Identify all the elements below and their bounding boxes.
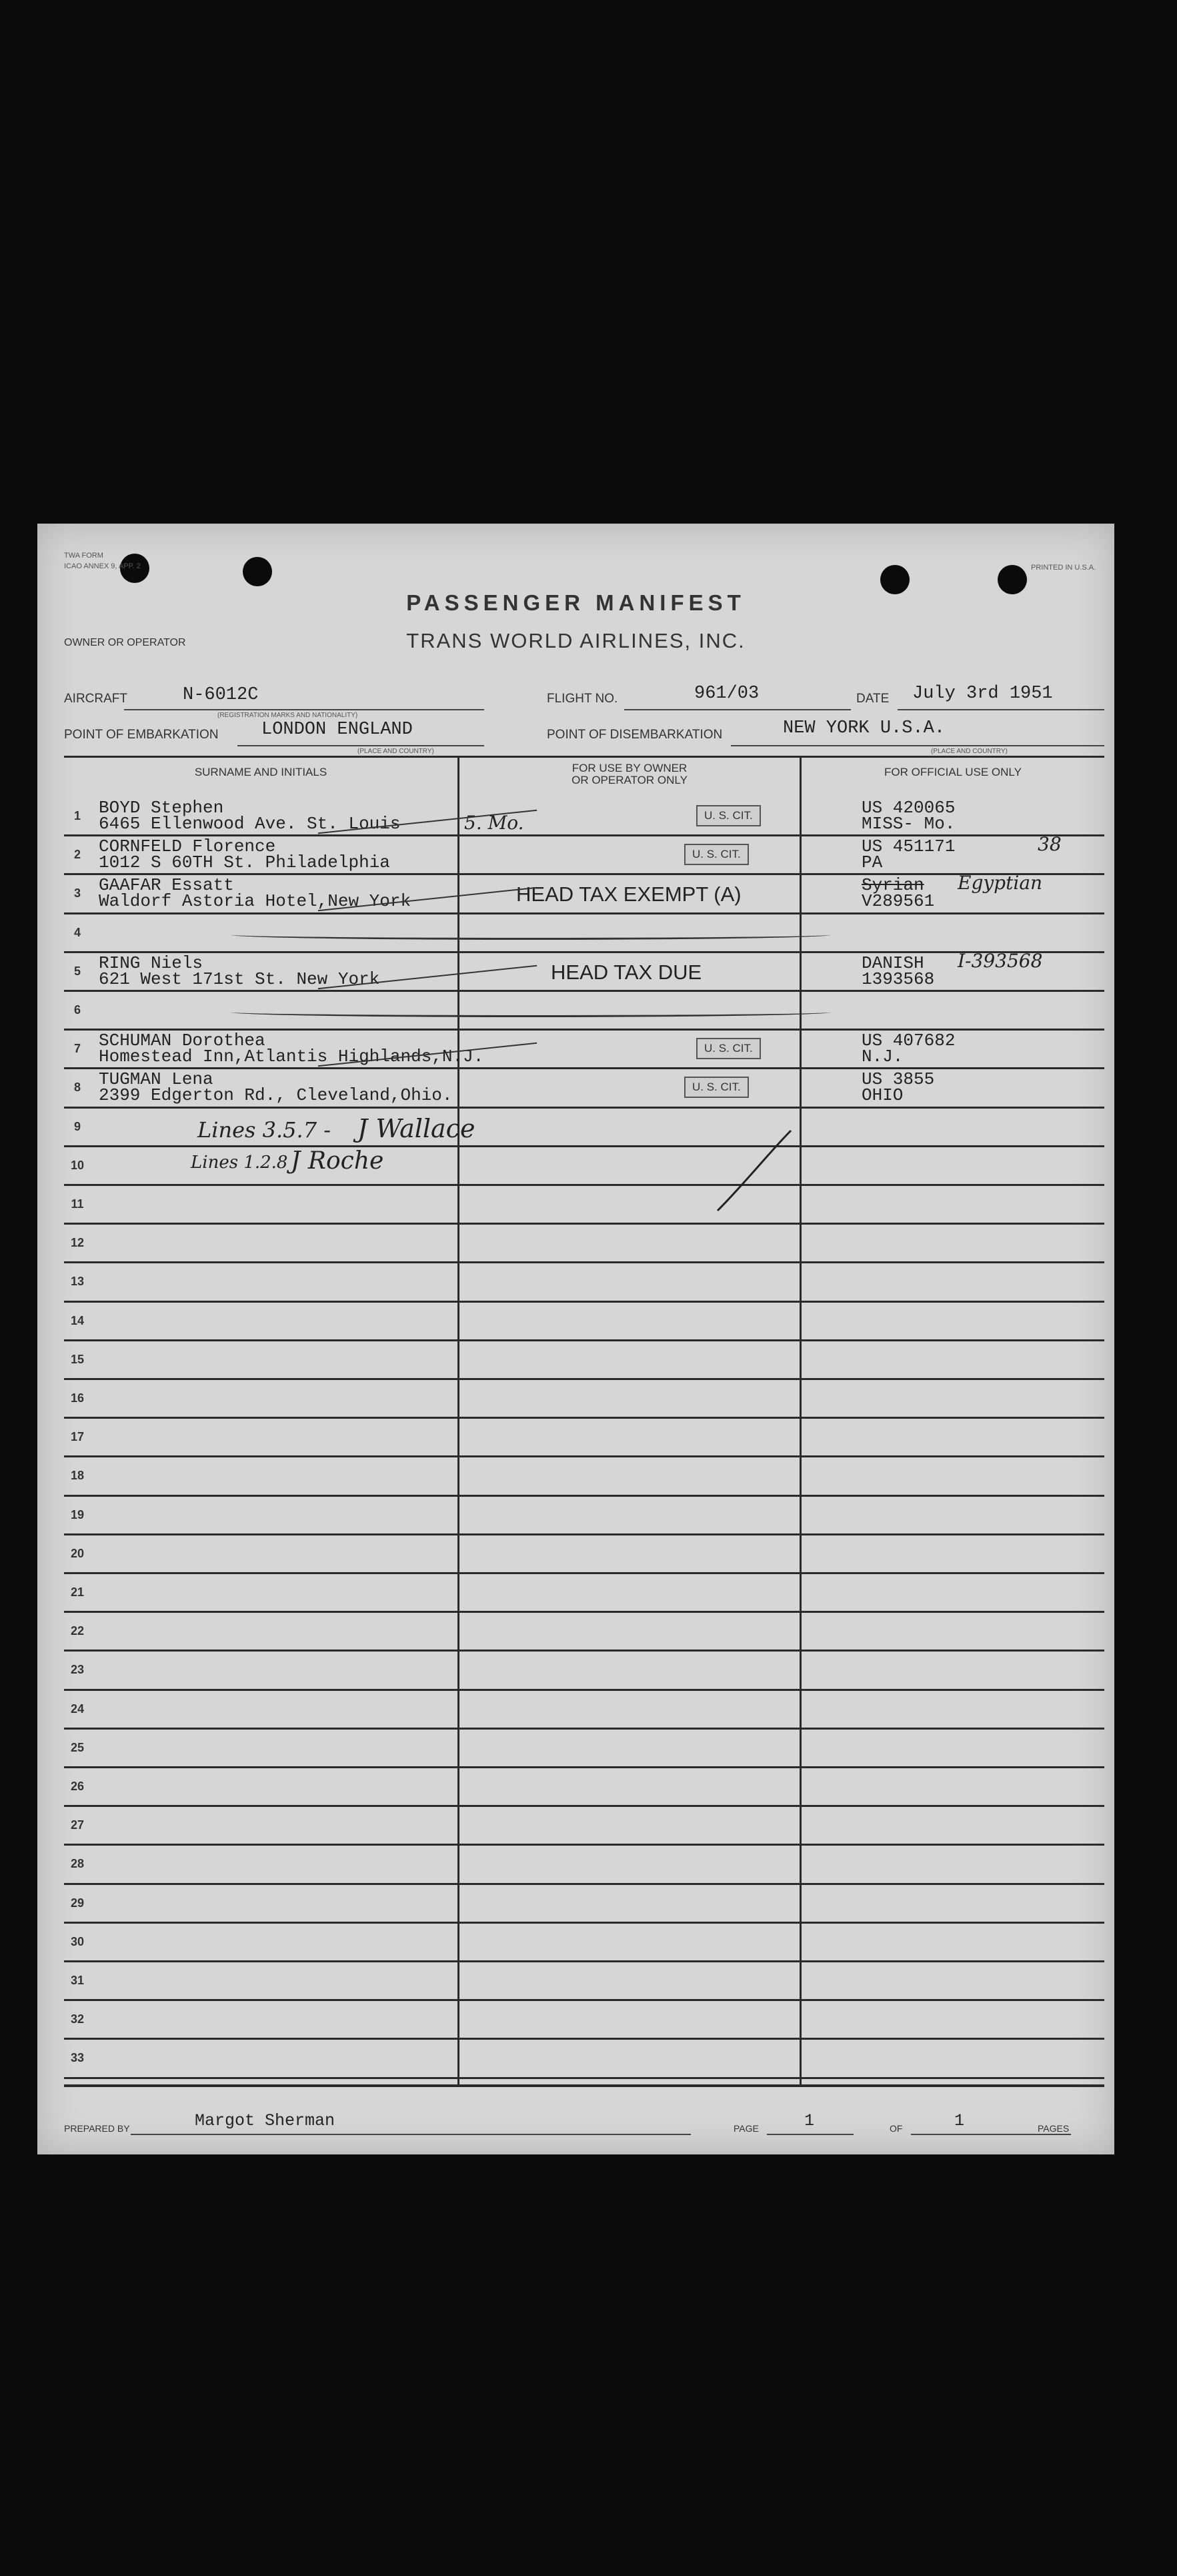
- handwritten-signature-2: J Roche: [291, 1147, 384, 1175]
- row-rule: [64, 1766, 1104, 1768]
- place-caption: (PLACE AND COUNTRY): [357, 748, 434, 755]
- owner-label: OWNER OR OPERATOR: [64, 637, 186, 648]
- passenger-address: Waldorf Astoria Hotel,New York: [99, 891, 411, 912]
- manifest-title: PASSENGER MANIFEST: [406, 590, 746, 615]
- passenger-name: SCHUMAN Dorothea: [99, 1031, 265, 1051]
- registration-caption: (REGISTRATION MARKS AND NATIONALITY): [217, 712, 358, 719]
- row-number: 25: [70, 1740, 85, 1754]
- row-rule: [64, 1455, 1104, 1457]
- page-label: PAGE: [734, 2123, 759, 2134]
- row-number: 24: [70, 1702, 85, 1716]
- row-rule: [64, 1145, 1104, 1147]
- row-number: 13: [70, 1275, 85, 1289]
- passenger-address: 1012 S 60TH St. Philadelphia: [99, 852, 390, 873]
- icao-annex: ICAO ANNEX 9, APP. 2: [64, 562, 141, 570]
- row-rule: [64, 1960, 1104, 1962]
- official-id: Syrian: [862, 875, 924, 896]
- row-rule: [64, 2077, 1104, 2079]
- embarkation-value: LONDON ENGLAND: [261, 720, 413, 740]
- row-number: 4: [73, 925, 81, 939]
- row-number: 29: [70, 1896, 85, 1910]
- passenger-address: Homestead Inn,Atlantis Highlands,N.J.: [99, 1047, 484, 1067]
- row-number: 9: [73, 1119, 81, 1133]
- status-stamp: HEAD TAX DUE: [551, 960, 702, 984]
- row-number: 17: [70, 1430, 85, 1444]
- official-annotation: I-393568: [958, 949, 1043, 972]
- row-rule: [64, 1339, 1104, 1341]
- row-number: 6: [73, 1003, 81, 1017]
- row-number: 32: [70, 2012, 85, 2026]
- passenger-address: 6465 Ellenwood Ave. St. Louis: [99, 814, 401, 834]
- disembarkation-label: POINT OF DISEMBARKATION: [547, 728, 723, 742]
- date-value: July 3rd 1951: [912, 684, 1053, 704]
- handwritten-note-2: Lines 1.2.8: [191, 1153, 288, 1173]
- row-rule: [64, 2038, 1104, 2040]
- page-value: 1: [804, 2111, 815, 2130]
- status-stamp: U. S. CIT.: [696, 1038, 761, 1059]
- row-rule: [64, 1301, 1104, 1303]
- row-number: 15: [70, 1352, 85, 1366]
- official-detail: N.J.: [862, 1047, 904, 1067]
- col-official-header: FOR OFFICIAL USE ONLY: [884, 766, 1022, 778]
- row-number: 22: [70, 1624, 85, 1638]
- row-rule: [64, 1689, 1104, 1691]
- row-rule: [64, 990, 1104, 992]
- row-number: 8: [73, 1081, 81, 1095]
- passenger-name: BOYD Stephen: [99, 798, 224, 818]
- row-number: 31: [70, 1974, 85, 1987]
- handwritten-state: 5. Mo.: [464, 812, 524, 834]
- row-rule: [64, 951, 1104, 953]
- airline-name: TRANS WORLD AIRLINES, INC.: [406, 629, 746, 652]
- row-number: 12: [70, 1236, 85, 1250]
- official-detail: 1393568: [862, 969, 935, 989]
- official-id: US 451171: [862, 836, 956, 857]
- passenger-name: CORNFELD Florence: [99, 836, 276, 857]
- row-number: 11: [71, 1197, 84, 1211]
- status-stamp: U. S. CIT.: [696, 805, 761, 826]
- disembarkation-value: NEW YORK U.S.A.: [783, 718, 946, 738]
- printed-note: PRINTED IN U.S.A.: [1031, 564, 1096, 572]
- row-rule: [64, 1533, 1104, 1535]
- official-id: US 407682: [862, 1031, 956, 1051]
- official-annotation: Egyptian: [958, 872, 1043, 894]
- status-stamp: HEAD TAX EXEMPT (A): [516, 882, 742, 906]
- pen-stroke: [231, 1007, 831, 1017]
- status-stamp: U. S. CIT.: [684, 1077, 749, 1098]
- handwritten-note-1: Lines 3.5.7 -: [197, 1117, 331, 1143]
- row-rule: [64, 1611, 1104, 1613]
- row-number: 20: [70, 1546, 85, 1560]
- of-value: 1: [954, 2111, 965, 2130]
- row-rule: [64, 1184, 1104, 1186]
- form-code: TWA FORM: [64, 552, 103, 560]
- row-number: 26: [70, 1780, 85, 1793]
- official-id: US 420065: [862, 798, 956, 818]
- official-detail: OHIO: [862, 1085, 904, 1106]
- status-stamp: U. S. CIT.: [684, 844, 749, 865]
- official-detail: PA: [862, 852, 883, 873]
- row-number: 16: [70, 1391, 85, 1405]
- row-number: 27: [70, 1818, 85, 1832]
- flight-label: FLIGHT NO.: [547, 692, 618, 706]
- handwritten-signature-1: J Wallace: [357, 1114, 475, 1143]
- signature-stroke: [671, 1124, 804, 1217]
- aircraft-value: N-6012C: [183, 685, 259, 705]
- row-rule: [64, 1417, 1104, 1419]
- passenger-name: GAAFAR Essatt: [99, 875, 234, 896]
- row-number: 3: [73, 886, 81, 900]
- embarkation-label: POINT OF EMBARKATION: [64, 728, 219, 742]
- row-rule: [64, 1883, 1104, 1885]
- row-rule: [64, 1844, 1104, 1846]
- prepared-by-label: PREPARED BY: [64, 2123, 130, 2134]
- col-owner-header-2: OR OPERATOR ONLY: [571, 774, 688, 786]
- row-rule: [64, 1922, 1104, 1924]
- row-number: 2: [73, 848, 81, 862]
- passenger-name: RING Niels: [99, 952, 203, 973]
- official-detail: MISS- Mo.: [862, 814, 956, 834]
- punch-hole: [243, 557, 272, 586]
- row-rule: [64, 1261, 1104, 1263]
- official-id: DANISH: [862, 952, 924, 973]
- official-detail: V289561: [862, 891, 935, 912]
- flight-value: 961/03: [694, 684, 760, 704]
- row-rule: [64, 1107, 1104, 1109]
- aircraft-label: AIRCRAFT: [64, 692, 127, 706]
- row-number: 14: [70, 1313, 85, 1327]
- row-number: 21: [70, 1585, 85, 1599]
- row-number: 23: [70, 1663, 85, 1677]
- row-rule: [64, 1378, 1104, 1380]
- row-rule: [64, 1999, 1104, 2001]
- date-label: DATE: [856, 692, 890, 706]
- row-number: 33: [70, 2051, 85, 2065]
- row-rule: [64, 1495, 1104, 1497]
- of-label: OF: [890, 2123, 903, 2134]
- pages-label: PAGES: [1038, 2123, 1070, 2134]
- passenger-address: 621 West 171st St. New York: [99, 969, 380, 989]
- row-rule: [64, 1805, 1104, 1807]
- passenger-address: 2399 Edgerton Rd., Cleveland,Ohio.: [99, 1085, 453, 1106]
- passenger-name: TUGMAN Lena: [99, 1069, 213, 1090]
- place-caption: (PLACE AND COUNTRY): [931, 748, 1008, 755]
- row-number: 7: [73, 1042, 81, 1056]
- row-number: 28: [70, 1857, 85, 1871]
- col-surname-header: SURNAME AND INITIALS: [194, 766, 327, 778]
- row-number: 10: [70, 1158, 85, 1172]
- official-id: US 3855: [862, 1069, 935, 1090]
- row-number: 30: [70, 1934, 85, 1948]
- row-number: 5: [73, 964, 81, 978]
- row-number: 18: [70, 1469, 85, 1483]
- row-rule: [64, 1572, 1104, 1574]
- prepared-by-value: Margot Sherman: [195, 2111, 335, 2130]
- row-rule: [64, 1223, 1104, 1225]
- row-number: 1: [73, 809, 81, 822]
- row-rule: [64, 1650, 1104, 1652]
- row-number: 19: [70, 1507, 85, 1521]
- official-annotation: 38: [1038, 833, 1062, 856]
- row-rule: [64, 1067, 1104, 1069]
- pen-stroke: [231, 930, 831, 940]
- manifest-document: [37, 524, 1114, 2154]
- row-rule: [64, 1728, 1104, 1730]
- col-owner-header-1: FOR USE BY OWNER: [571, 762, 688, 774]
- row-rule: [64, 912, 1104, 914]
